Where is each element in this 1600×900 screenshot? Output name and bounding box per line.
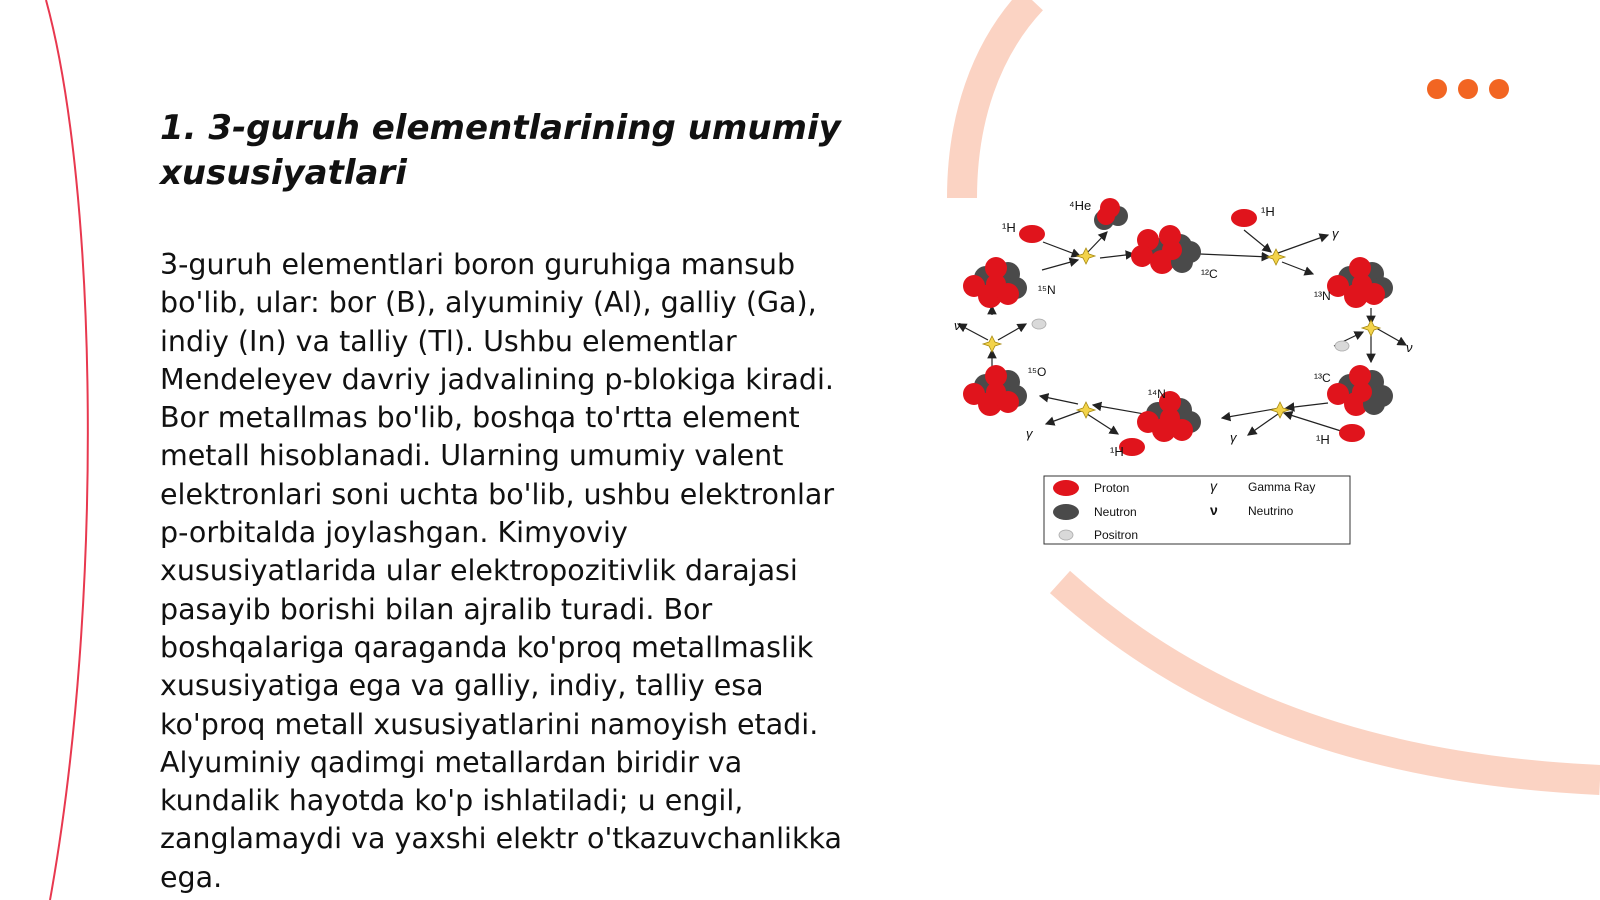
nucleus-n14 [1137, 391, 1201, 442]
label-n14: ¹⁴N [1148, 387, 1166, 401]
decor-ring-arc-top [962, 0, 1032, 198]
legend-gamma-symbol: γ [1210, 478, 1217, 494]
legend-neutrino: Neutrino [1248, 504, 1294, 518]
label-h1-bottomright: ¹H [1316, 432, 1330, 447]
nucleus-n15 [963, 257, 1027, 308]
dot-2 [1458, 79, 1478, 99]
dot-1 [1427, 79, 1447, 99]
label-gamma-1: γ [1332, 226, 1339, 241]
positrons [1032, 319, 1349, 351]
nucleus-o15 [963, 365, 1027, 416]
legend-proton: Proton [1094, 481, 1130, 495]
decor-ring-arc-bottom [1060, 582, 1600, 780]
label-h1-top: ¹H [1261, 204, 1275, 219]
nucleus-he4 [1094, 198, 1128, 230]
label-h1-topleft: ¹H [1002, 220, 1016, 235]
legend-positron: Positron [1094, 528, 1139, 542]
label-c13: ¹³C [1314, 371, 1331, 385]
legend-neutron: Neutron [1094, 505, 1137, 519]
slide-title: 1. 3-guruh elementlarining umumiy xususiyatlari [160, 108, 841, 193]
diagram-legend [1044, 476, 1350, 544]
accent-curve-line [46, 0, 88, 900]
cno-cycle-diagram [954, 190, 1448, 560]
label-n13: ¹³N [1314, 289, 1331, 303]
burst-points [983, 248, 1380, 418]
label-gamma-3: γ [1026, 426, 1033, 441]
menu-dots [1427, 79, 1509, 99]
label-nu-1: ν [1406, 340, 1413, 355]
slide-body-text: 3-guruh elementlari boron guruhiga mansub bo'lib, ular: bor (B), alyuminiy (Al), galliy (Ga), indiy (In) va talliy (Tl). Ushbu elementlar Mendeleyev davriy jadvalining p-blokiga kiradi. Bor metallmas bo'lib, boshqa to'rtta element metall hisoblanadi. Ularning umumiy valent elektronlari soni uchta bo'lib, ushbu elektronlar p-orbitalda joylashgan. Kimyoviy xususiyatlarida ular elektropozitivlik darajasi pasayib borishi bilan ajralib turadi. Bor boshqalariga qaraganda ko'proq metallmaslik xususiyatiga ega va galliy, indiy, talliy esa ko'proq metall xususiyatlarini namoyish etadi. Alyuminiy qadimgi metallardan biridir va kundalik hayotda ko'p ishlatiladi; u engil, zanglamaydi va yaxshi elektr o'tkazuvchanlikka ega. [160, 248, 842, 894]
label-n15: ¹⁵N [1038, 283, 1056, 297]
label-o15: ¹⁵O [1028, 365, 1047, 379]
cno-cycle-svg [954, 190, 1448, 560]
label-c12: ¹²C [1201, 267, 1218, 281]
nucleus-n13 [1327, 257, 1393, 308]
label-he4: ⁴He [1069, 198, 1092, 213]
legend-gamma-ray: Gamma Ray [1248, 480, 1316, 494]
nucleus-c12 [1131, 225, 1201, 274]
label-h1-bottom: ¹H [1110, 444, 1124, 459]
nucleus-c13 [1327, 365, 1393, 416]
dot-3 [1489, 79, 1509, 99]
label-gamma-2: γ [1230, 430, 1237, 445]
legend-nu-symbol: ν [1210, 502, 1218, 518]
label-nu-2: ν [954, 318, 961, 333]
